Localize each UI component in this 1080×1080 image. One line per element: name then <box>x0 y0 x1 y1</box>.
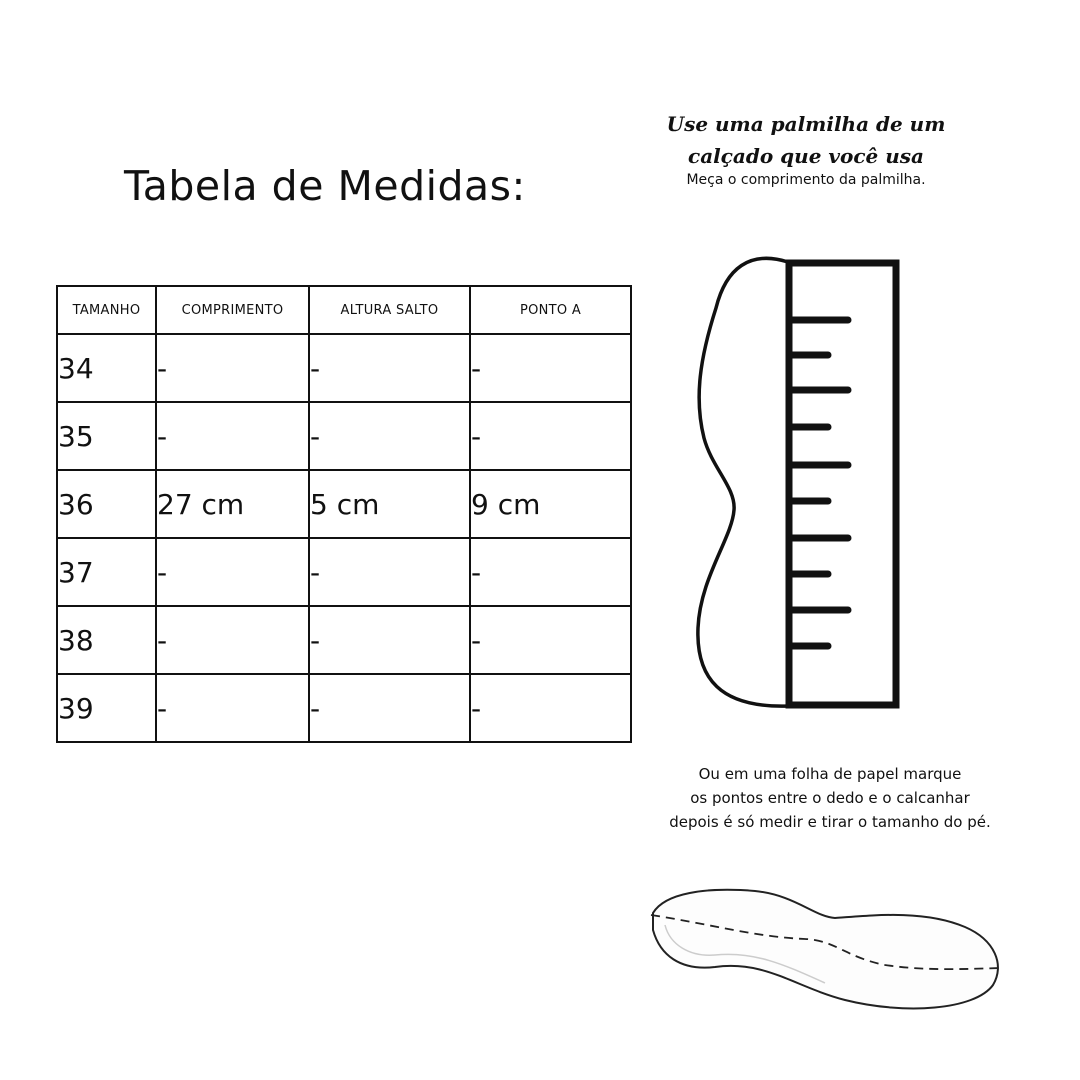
altura-salto-cell: - <box>309 402 470 470</box>
altura-salto-cell: - <box>309 334 470 402</box>
size-cell: 36 <box>57 470 156 538</box>
page-title: Tabela de Medidas: <box>124 162 526 210</box>
insole-tip-subtext: Meça o comprimento da palmilha. <box>686 172 926 188</box>
insole-tip-heading <box>640 108 972 172</box>
size-cell: 35 <box>57 402 156 470</box>
ponto-a-cell: - <box>470 334 631 402</box>
comprimento-cell: - <box>156 538 309 606</box>
comprimento-cell: - <box>156 606 309 674</box>
size-table <box>56 285 632 743</box>
comprimento-cell: - <box>156 402 309 470</box>
size-cell: 39 <box>57 674 156 742</box>
paper-tip-line3: depois é só medir e tirar o tamanho do pé. <box>669 813 991 831</box>
table-row <box>57 674 631 742</box>
paper-tip-text <box>630 762 1030 834</box>
altura-salto-cell: - <box>309 538 470 606</box>
insole-tip-heading-line2: calçado que você usa <box>688 144 924 168</box>
size-cell: 34 <box>57 334 156 402</box>
header-tamanho: TAMANHO <box>57 286 156 334</box>
comprimento-cell: - <box>156 674 309 742</box>
insole-tip-heading-line1: Use uma palmilha de um <box>666 112 946 136</box>
altura-salto-cell: - <box>309 674 470 742</box>
header-ponto-a: PONTO A <box>470 286 631 334</box>
table-row <box>57 470 631 538</box>
size-cell: 38 <box>57 606 156 674</box>
table-row <box>57 402 631 470</box>
insole-ruler-illustration-icon <box>690 248 910 716</box>
ponto-a-cell: - <box>470 674 631 742</box>
ponto-a-cell: - <box>470 402 631 470</box>
table-row <box>57 334 631 402</box>
header-altura-salto: ALTURA SALTO <box>309 286 470 334</box>
size-cell: 37 <box>57 538 156 606</box>
paper-tip-line2: os pontos entre o dedo e o calcanhar <box>690 789 970 807</box>
ponto-a-cell: - <box>470 538 631 606</box>
table-row <box>57 606 631 674</box>
ponto-a-cell: - <box>470 606 631 674</box>
table-row <box>57 538 631 606</box>
ponto-a-cell: 9 cm <box>470 470 631 538</box>
table-header-row <box>57 286 631 334</box>
foot-outline-illustration-icon <box>645 885 1007 1020</box>
header-comprimento: COMPRIMENTO <box>156 286 309 334</box>
altura-salto-cell: - <box>309 606 470 674</box>
comprimento-cell: 27 cm <box>156 470 309 538</box>
paper-tip-line1: Ou em uma folha de papel marque <box>698 765 962 783</box>
comprimento-cell: - <box>156 334 309 402</box>
altura-salto-cell: 5 cm <box>309 470 470 538</box>
